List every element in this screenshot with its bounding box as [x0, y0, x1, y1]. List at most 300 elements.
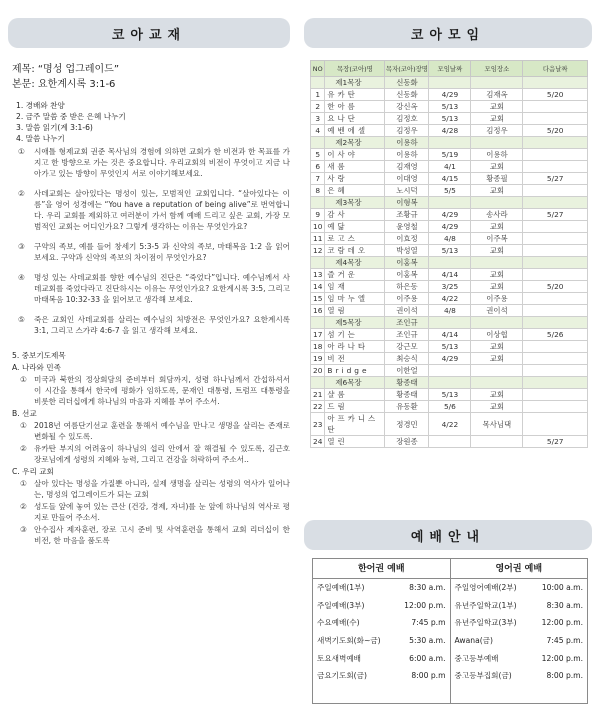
row-next-date — [523, 293, 588, 305]
worship-row — [315, 667, 448, 685]
service-name: 새벽기도회(화~금) — [317, 636, 381, 646]
row-next-date — [523, 341, 588, 353]
row-leader: 조인규 — [385, 329, 429, 341]
row-next-date: 5/26 — [523, 329, 588, 341]
group-row — [311, 317, 588, 329]
row-date: 4/29 — [429, 89, 471, 101]
prayer-item — [12, 420, 290, 442]
table-row — [311, 89, 588, 101]
table-row — [311, 101, 588, 113]
service-time: 8:00 p.m. — [546, 671, 583, 681]
table-row — [311, 233, 588, 245]
table-row — [311, 389, 588, 401]
row-group-name: 열림 — [325, 305, 385, 317]
table-row — [311, 161, 588, 173]
table-row — [311, 281, 588, 293]
row-group-name: 한아름 — [325, 101, 385, 113]
row-date: 5/13 — [429, 341, 471, 353]
service-time: 7:45 p.m — [411, 618, 446, 628]
row-next-date: 5/27 — [523, 209, 588, 221]
row-group-name: 열린 — [325, 436, 385, 448]
group-name: 제5목장 — [325, 317, 385, 329]
prayer-number: ② — [20, 444, 27, 453]
group-leader: 이홍복 — [385, 257, 429, 269]
service-time: 6:00 a.m. — [409, 653, 446, 663]
row-date: 5/13 — [429, 101, 471, 113]
row-place: 황종필 — [471, 173, 523, 185]
row-date: 5/13 — [429, 113, 471, 125]
group-empty — [429, 377, 471, 389]
table-row — [311, 125, 588, 137]
row-next-date: 5/27 — [523, 173, 588, 185]
row-place: 이주복 — [471, 233, 523, 245]
group-row — [311, 197, 588, 209]
service-name: 주일영어예배(2부) — [454, 583, 517, 593]
group-empty — [523, 137, 588, 149]
row-date: 4/14 — [429, 269, 471, 281]
row-date: 3/25 — [429, 281, 471, 293]
table-row — [311, 173, 588, 185]
row-date: 5/6 — [429, 401, 471, 413]
group-empty — [523, 317, 588, 329]
row-date: 5/5 — [429, 185, 471, 197]
step-text: 죽은 교회인 사데교회를 살리는 예수님의 처방전은 무엇인가요? 요한계시록 3:1, 그리고 스가랴 4:6-7 을 읽고 생각해 보세요. — [34, 315, 290, 335]
table-row — [311, 293, 588, 305]
service-name: 유년주일학교(3부) — [454, 618, 517, 628]
discussion-steps — [12, 146, 290, 336]
step-text: 구약의 족보, 예를 들어 창세기 5:3-5 과 신약의 족보, 마태복음 1:2 을 읽어보세요. 구약과 신약의 족보의 차이점이 무엇인가요? — [34, 242, 290, 262]
group-empty — [429, 317, 471, 329]
group-empty — [471, 137, 523, 149]
service-time: 8:30 a.m. — [546, 600, 583, 610]
row-number: 5 — [311, 149, 325, 161]
row-leader: 윤영철 — [385, 221, 429, 233]
col-header-no: NO — [311, 61, 325, 77]
prayer-text: 안수집사 제자훈련, 장로 고시 준비 및 사역훈련을 통해서 교회 리더십이 한 비전, 한 마음을 품도록 — [34, 525, 290, 545]
group-row — [311, 77, 588, 89]
worship-row — [315, 632, 448, 650]
group-spacer — [311, 77, 325, 89]
col-header-leader: 목자(코아)장명 — [385, 61, 429, 77]
row-number: 18 — [311, 341, 325, 353]
worship-row — [315, 649, 448, 667]
row-group-name: 사랑 — [325, 173, 385, 185]
worship-row — [453, 597, 586, 615]
row-date: 5/19 — [429, 149, 471, 161]
table-row — [311, 365, 588, 377]
row-group-name: 아라나타 — [325, 341, 385, 353]
row-next-date — [523, 269, 588, 281]
row-place — [471, 436, 523, 448]
row-date — [429, 436, 471, 448]
worship-row — [315, 579, 448, 597]
outline-item: 4. 말씀 나누기 — [16, 134, 65, 143]
step-text: 명성 있는 사데교회를 향한 예수님의 진단은 “죽었다”입니다. 예수님께서 사데교회를 죽었다라고 진단하시는 이유는 무엇인가요? 요한계시록 3:5, 그리고 마태복음 10:32-33 을 읽어보고 생각해 보세요. — [34, 273, 290, 304]
prayer-category: B. 선교 — [12, 409, 37, 418]
group-spacer — [311, 197, 325, 209]
worship-row — [453, 649, 586, 667]
prayer-item — [12, 443, 290, 465]
lesson-outline — [12, 100, 290, 144]
english-worship-list — [453, 579, 586, 685]
row-number: 15 — [311, 293, 325, 305]
group-row — [311, 137, 588, 149]
step-number: ④ — [18, 273, 25, 282]
worship-info-header: 예배안내 — [304, 520, 592, 550]
prayer-category: A. 나라와 민족 — [12, 363, 61, 372]
row-place: 권이석 — [471, 305, 523, 317]
row-next-date — [523, 221, 588, 233]
prayer-category: C. 우리 교회 — [12, 467, 54, 476]
lesson-title: 제목: “명성 업그레이드” — [12, 64, 120, 75]
prayer-text: 살아 있다는 명성을 가질뿐 아니라, 실제 생명을 살리는 성령의 역사가 일어나는, 명성의 업그레이드가 되는 교회 — [34, 479, 290, 499]
outline-item: 1. 경배와 찬양 — [16, 101, 65, 110]
row-number: 3 — [311, 113, 325, 125]
row-date: 5/13 — [429, 389, 471, 401]
row-date: 4/28 — [429, 125, 471, 137]
row-group-name: 코람데오 — [325, 245, 385, 257]
row-leader: 하은동 — [385, 281, 429, 293]
row-leader: 황종태 — [385, 389, 429, 401]
service-time: 12:00 p.m. — [404, 600, 446, 610]
row-date: 4/14 — [429, 329, 471, 341]
prayer-item — [12, 501, 290, 523]
table-row — [311, 401, 588, 413]
step-number: ① — [18, 147, 25, 156]
table-row — [311, 413, 588, 436]
row-leader: 정경민 — [385, 413, 429, 436]
row-leader: 조황규 — [385, 209, 429, 221]
group-leader: 황종태 — [385, 377, 429, 389]
row-leader: 강근모 — [385, 341, 429, 353]
row-number: 8 — [311, 185, 325, 197]
group-name: 제2목장 — [325, 137, 385, 149]
group-empty — [523, 377, 588, 389]
row-next-date: 5/20 — [523, 89, 588, 101]
discussion-step — [12, 272, 290, 305]
worship-row — [315, 614, 448, 632]
english-worship-column — [450, 559, 588, 703]
service-time: 8:00 p.m — [411, 671, 446, 681]
row-number: 12 — [311, 245, 325, 257]
row-next-date — [523, 365, 588, 377]
row-number: 22 — [311, 401, 325, 413]
prayer-number: ② — [20, 502, 27, 511]
row-next-date — [523, 113, 588, 125]
row-place: 목사님댁 — [471, 413, 523, 436]
prayer-number: ③ — [20, 525, 27, 534]
row-date: 4/22 — [429, 293, 471, 305]
korean-worship-title: 한어권 예배 — [313, 559, 450, 579]
row-leader: 김재영 — [385, 161, 429, 173]
table-row — [311, 209, 588, 221]
row-group-name: 로고스 — [325, 233, 385, 245]
row-place — [471, 365, 523, 377]
row-number: 10 — [311, 221, 325, 233]
koa-meeting-table — [310, 60, 588, 448]
row-leader: 이한얼 — [385, 365, 429, 377]
table-row — [311, 221, 588, 233]
prayer-text: 유카탄 부지의 어려움이 하나님의 섭리 안에서 잘 해결될 수 있도록, 김근호 장로님에게 성령의 지혜와 능력, 그리고 건강을 허락하여 주소서.. — [34, 444, 290, 464]
row-leader: 장원종 — [385, 436, 429, 448]
row-group-name: 드림 — [325, 401, 385, 413]
row-leader: 김정호 — [385, 113, 429, 125]
row-place: 교회 — [471, 353, 523, 365]
row-place: 이용하 — [471, 149, 523, 161]
row-next-date — [523, 413, 588, 436]
row-next-date — [523, 185, 588, 197]
group-spacer — [311, 257, 325, 269]
step-text: 시애틀 형제교회 권준 목사님의 경험에 의하면 교회가 한 비전과 한 목표를 가지고 한 방향으로 가는 것은 중요합니다. 우리교회의 비전이 무엇이고 지금 나아가고 있는 방향이 무엇인지 서로 이야기해보세요. — [34, 147, 290, 178]
row-group-name: 감사 — [325, 209, 385, 221]
col-header-place: 모임장소 — [471, 61, 523, 77]
row-group-name: 은혜 — [325, 185, 385, 197]
row-place: 교회 — [471, 269, 523, 281]
row-next-date — [523, 149, 588, 161]
group-empty — [429, 257, 471, 269]
row-date: 4/8 — [429, 233, 471, 245]
row-leader: 박성열 — [385, 245, 429, 257]
step-number: ② — [18, 189, 25, 198]
worship-row — [453, 579, 586, 597]
row-place: 이상협 — [471, 329, 523, 341]
row-date: 4/15 — [429, 173, 471, 185]
row-place: 이주용 — [471, 293, 523, 305]
group-empty — [429, 197, 471, 209]
worship-row — [453, 632, 586, 650]
discussion-step — [12, 188, 290, 232]
row-leader: 최승식 — [385, 353, 429, 365]
row-group-name: 이사야 — [325, 149, 385, 161]
row-leader: 이주용 — [385, 293, 429, 305]
row-date: 5/13 — [429, 245, 471, 257]
row-group-name: 예닮 — [325, 221, 385, 233]
row-number: 20 — [311, 365, 325, 377]
service-name: 토요새벽예배 — [317, 653, 362, 663]
row-place: 송사라 — [471, 209, 523, 221]
group-leader: 이용하 — [385, 137, 429, 149]
row-date: 4/8 — [429, 305, 471, 317]
group-empty — [471, 77, 523, 89]
row-next-date — [523, 233, 588, 245]
worship-row — [453, 667, 586, 685]
row-leader: 이대영 — [385, 173, 429, 185]
worship-row — [453, 614, 586, 632]
row-place: 교회 — [471, 113, 523, 125]
row-place: 교회 — [471, 281, 523, 293]
step-text: 사데교회는 살아있다는 명성이 있는, 모범적인 교회입니다. “살아있다는 이름”을 영어 성경에는 “You have a reputation of being alive”로 번역합니다. 우리 교회를 제외하고 여러분이 가서 함께 예배 드리고 싶은 교회, 가장 모범적인 교회는 어디인가요? 그렇게 생각하는 이유는 무엇인가요? — [34, 189, 290, 231]
discussion-step — [12, 241, 290, 263]
row-group-name: 아프카니스탄 — [325, 413, 385, 436]
row-next-date: 5/27 — [523, 436, 588, 448]
row-next-date — [523, 353, 588, 365]
group-empty — [523, 257, 588, 269]
row-place: 교회 — [471, 221, 523, 233]
prayer-text: 성도들 앞에 놓여 있는 큰산 (건강, 경제, 자녀)를 눈 앞에 하나님의 역사로 평지로 만들어 주소서. — [34, 502, 290, 522]
row-next-date — [523, 161, 588, 173]
prayer-item — [12, 374, 290, 407]
service-name: 중고등부예배 — [454, 653, 499, 663]
row-place: 교회 — [471, 401, 523, 413]
korean-worship-list — [315, 579, 448, 685]
group-empty — [471, 377, 523, 389]
row-group-name: 샬롬 — [325, 389, 385, 401]
prayer-text: 2018년 여름단기선교 훈련을 통해서 예수님을 만나고 생명을 살리는 존재로 변화될 수 있도록. — [34, 421, 290, 441]
group-empty — [471, 257, 523, 269]
outline-item: 2. 금주 말씀 중 받은 은혜 나누기 — [16, 112, 126, 121]
row-number: 6 — [311, 161, 325, 173]
row-number: 19 — [311, 353, 325, 365]
group-spacer — [311, 137, 325, 149]
row-place: 김정우 — [471, 125, 523, 137]
col-header-date: 모임날짜 — [429, 61, 471, 77]
service-name: 주일예배(1부) — [317, 583, 365, 593]
group-leader: 이형복 — [385, 197, 429, 209]
prayer-text: 미국과 북한의 정상회담의 준비부터 회담까지, 성령 하나님께서 간섭하셔서 이 시간을 통해서 한국에 평화가 임하도록, 문재인 대통령, 트럼프 대통령을 비롯한 리더십에게 하나님의 마음과 지혜를 부어 주소서. — [34, 375, 290, 406]
group-empty — [429, 137, 471, 149]
row-place: 교회 — [471, 245, 523, 257]
worship-row — [315, 597, 448, 615]
row-number: 11 — [311, 233, 325, 245]
step-number: ⑤ — [18, 315, 25, 324]
row-number: 9 — [311, 209, 325, 221]
group-leader: 조인규 — [385, 317, 429, 329]
prayer-number: ① — [20, 479, 27, 488]
row-number: 7 — [311, 173, 325, 185]
table-header-row — [311, 61, 588, 77]
service-name: 주일예배(3부) — [317, 600, 365, 610]
col-header-group-name: 목장(코아)명 — [325, 61, 385, 77]
prayer-number: ① — [20, 421, 27, 430]
row-number: 23 — [311, 413, 325, 436]
prayer-number: ① — [20, 375, 27, 384]
service-time: 10:00 a.m. — [541, 583, 583, 593]
row-next-date: 5/20 — [523, 281, 588, 293]
table-row — [311, 353, 588, 365]
row-group-name: 임재 — [325, 281, 385, 293]
group-name: 제1목장 — [325, 77, 385, 89]
row-leader: 신동화 — [385, 89, 429, 101]
table-row — [311, 329, 588, 341]
row-date: 4/1 — [429, 161, 471, 173]
service-name: 금요기도회(금) — [317, 671, 367, 681]
discussion-step — [12, 314, 290, 336]
row-number: 2 — [311, 101, 325, 113]
group-row — [311, 257, 588, 269]
row-leader: 강신옥 — [385, 101, 429, 113]
group-spacer — [311, 317, 325, 329]
table-row — [311, 305, 588, 317]
lesson-passage: 본문: 요한계시록 3:1-6 — [12, 79, 116, 90]
row-next-date — [523, 245, 588, 257]
row-number: 4 — [311, 125, 325, 137]
service-name: 유년주일학교(1부) — [454, 600, 517, 610]
row-group-name: 임마누엘 — [325, 293, 385, 305]
koa-table-body — [311, 77, 588, 448]
group-empty — [471, 317, 523, 329]
row-group-name: 즐거운 — [325, 269, 385, 281]
row-date: 4/22 — [429, 413, 471, 436]
service-name: Awana(금) — [454, 636, 493, 646]
service-time: 12:00 p.m. — [541, 618, 583, 628]
row-place: 교회 — [471, 341, 523, 353]
row-group-name: 비전 — [325, 353, 385, 365]
row-next-date: 5/20 — [523, 125, 588, 137]
row-number: 17 — [311, 329, 325, 341]
col-header-next-date: 다음날짜 — [523, 61, 588, 77]
row-leader: 권이석 — [385, 305, 429, 317]
group-empty — [523, 77, 588, 89]
row-group-name: 예벤에셀 — [325, 125, 385, 137]
row-place: 교회 — [471, 185, 523, 197]
group-name: 제3목장 — [325, 197, 385, 209]
group-leader: 신동화 — [385, 77, 429, 89]
row-date: 4/29 — [429, 221, 471, 233]
row-group-name: 섬기는 — [325, 329, 385, 341]
table-row — [311, 436, 588, 448]
row-leader: 이용하 — [385, 149, 429, 161]
group-spacer — [311, 377, 325, 389]
service-name: 수요예배(수) — [317, 618, 360, 628]
service-name: 중고등부집회(금) — [454, 671, 512, 681]
worship-schedule — [312, 558, 588, 704]
table-row — [311, 269, 588, 281]
prayer-item — [12, 478, 290, 500]
row-place: 김재옥 — [471, 89, 523, 101]
row-place: 교회 — [471, 161, 523, 173]
row-number: 14 — [311, 281, 325, 293]
row-leader: 이홍복 — [385, 269, 429, 281]
row-next-date — [523, 389, 588, 401]
row-date: 4/29 — [429, 209, 471, 221]
discussion-step — [12, 146, 290, 179]
row-next-date — [523, 401, 588, 413]
outline-item: 3. 말씀 읽기(계 3:1-6) — [16, 123, 93, 132]
koa-meeting-table-wrap — [310, 60, 588, 448]
step-number: ③ — [18, 242, 25, 251]
row-group-name: 유카탄 — [325, 89, 385, 101]
table-row — [311, 149, 588, 161]
table-row — [311, 113, 588, 125]
prayer-section-title: 5. 중보기도제목 — [12, 351, 66, 360]
row-place: 교회 — [471, 101, 523, 113]
row-number: 1 — [311, 89, 325, 101]
service-time: 5:30 a.m. — [409, 636, 446, 646]
row-number: 13 — [311, 269, 325, 281]
table-row — [311, 341, 588, 353]
row-number: 24 — [311, 436, 325, 448]
row-leader: 노시덕 — [385, 185, 429, 197]
row-number: 21 — [311, 389, 325, 401]
row-group-name: Bridge — [325, 365, 385, 377]
koa-meeting-header: 코아모임 — [304, 18, 592, 48]
row-date: 4/29 — [429, 353, 471, 365]
lesson-column — [12, 62, 290, 546]
row-group-name: 새롬 — [325, 161, 385, 173]
row-place: 교회 — [471, 389, 523, 401]
english-worship-title: 영어권 예배 — [451, 559, 588, 579]
row-group-name: 요나단 — [325, 113, 385, 125]
row-next-date — [523, 101, 588, 113]
group-empty — [471, 197, 523, 209]
service-time: 7:45 p.m. — [546, 636, 583, 646]
table-row — [311, 185, 588, 197]
group-empty — [523, 197, 588, 209]
group-name: 제6목장 — [325, 377, 385, 389]
row-leader: 이효정 — [385, 233, 429, 245]
koa-lesson-header: 코아교재 — [8, 18, 290, 48]
service-time: 12:00 p.m. — [541, 653, 583, 663]
